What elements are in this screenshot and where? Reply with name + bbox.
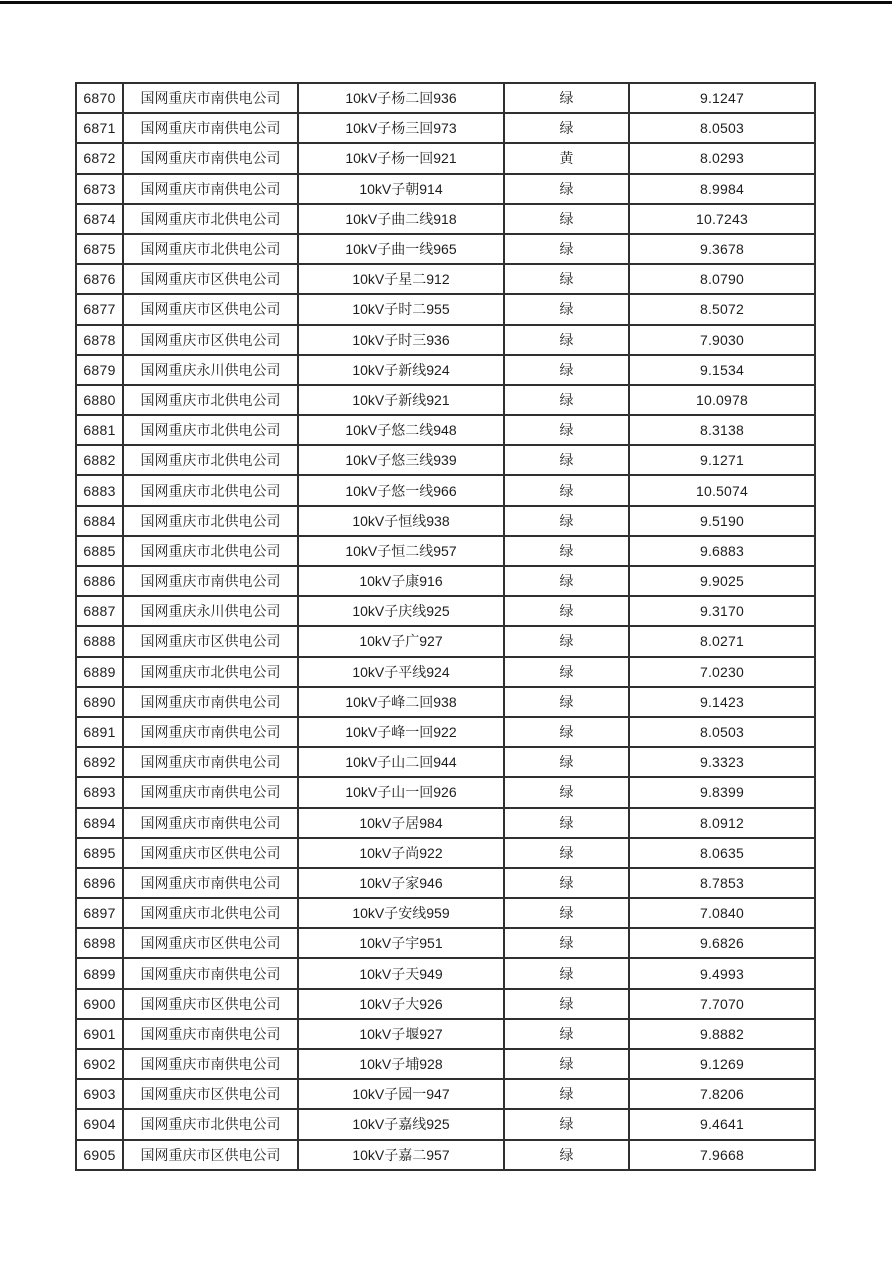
table-row xyxy=(76,898,815,928)
cell-status: 绿 xyxy=(504,596,629,626)
cell-value: 9.1534 xyxy=(629,355,815,385)
table-row xyxy=(76,868,815,898)
cell-company: 国网重庆市南供电公司 xyxy=(123,747,298,777)
cell-line-name: 10kV子山一回926 xyxy=(298,777,504,807)
cell-line-name: 10kV子峰一回922 xyxy=(298,717,504,747)
table-row xyxy=(76,1140,815,1170)
cell-serial: 6879 xyxy=(76,355,123,385)
cell-company: 国网重庆市北供电公司 xyxy=(123,1109,298,1139)
table-row xyxy=(76,1079,815,1109)
cell-line-name: 10kV子山二回944 xyxy=(298,747,504,777)
cell-serial: 6886 xyxy=(76,566,123,596)
cell-value: 9.3170 xyxy=(629,596,815,626)
cell-line-name: 10kV子嘉线925 xyxy=(298,1109,504,1139)
cell-company: 国网重庆市南供电公司 xyxy=(123,868,298,898)
table-row xyxy=(76,777,815,807)
cell-status: 绿 xyxy=(504,838,629,868)
cell-serial: 6882 xyxy=(76,445,123,475)
cell-status: 绿 xyxy=(504,958,629,988)
cell-value: 7.9030 xyxy=(629,325,815,355)
cell-line-name: 10kV子悠二线948 xyxy=(298,415,504,445)
table-row xyxy=(76,355,815,385)
cell-serial: 6896 xyxy=(76,868,123,898)
cell-company: 国网重庆市南供电公司 xyxy=(123,143,298,173)
cell-line-name: 10kV子居984 xyxy=(298,808,504,838)
cell-serial: 6903 xyxy=(76,1079,123,1109)
table-row xyxy=(76,687,815,717)
cell-line-name: 10kV子广927 xyxy=(298,626,504,656)
table-row xyxy=(76,958,815,988)
table-row xyxy=(76,747,815,777)
cell-status: 绿 xyxy=(504,868,629,898)
cell-status: 绿 xyxy=(504,989,629,1019)
cell-status: 绿 xyxy=(504,536,629,566)
cell-company: 国网重庆市北供电公司 xyxy=(123,234,298,264)
cell-company: 国网重庆市南供电公司 xyxy=(123,808,298,838)
cell-line-name: 10kV子恒二线957 xyxy=(298,536,504,566)
cell-value: 8.3138 xyxy=(629,415,815,445)
cell-value: 9.1423 xyxy=(629,687,815,717)
cell-status: 绿 xyxy=(504,506,629,536)
power-line-table xyxy=(75,82,816,1171)
cell-serial: 6901 xyxy=(76,1019,123,1049)
table-row xyxy=(76,1019,815,1049)
cell-company: 国网重庆市区供电公司 xyxy=(123,989,298,1019)
cell-value: 8.5072 xyxy=(629,294,815,324)
cell-line-name: 10kV子峰二回938 xyxy=(298,687,504,717)
cell-company: 国网重庆市北供电公司 xyxy=(123,506,298,536)
table-row xyxy=(76,808,815,838)
cell-serial: 6890 xyxy=(76,687,123,717)
cell-status: 绿 xyxy=(504,1079,629,1109)
cell-value: 7.0840 xyxy=(629,898,815,928)
table-row xyxy=(76,989,815,1019)
cell-serial: 6876 xyxy=(76,264,123,294)
cell-value: 10.5074 xyxy=(629,475,815,505)
cell-status: 绿 xyxy=(504,475,629,505)
cell-serial: 6888 xyxy=(76,626,123,656)
cell-value: 7.8206 xyxy=(629,1079,815,1109)
cell-value: 9.8399 xyxy=(629,777,815,807)
table-row xyxy=(76,385,815,415)
cell-company: 国网重庆市区供电公司 xyxy=(123,294,298,324)
cell-value: 8.9984 xyxy=(629,174,815,204)
cell-company: 国网重庆市北供电公司 xyxy=(123,475,298,505)
cell-serial: 6871 xyxy=(76,113,123,143)
cell-status: 绿 xyxy=(504,113,629,143)
cell-company: 国网重庆市区供电公司 xyxy=(123,1140,298,1170)
cell-company: 国网重庆市区供电公司 xyxy=(123,626,298,656)
table-row xyxy=(76,596,815,626)
cell-serial: 6891 xyxy=(76,717,123,747)
cell-company: 国网重庆市区供电公司 xyxy=(123,1079,298,1109)
cell-serial: 6885 xyxy=(76,536,123,566)
cell-value: 8.7853 xyxy=(629,868,815,898)
cell-company: 国网重庆永川供电公司 xyxy=(123,355,298,385)
table-row xyxy=(76,445,815,475)
table-row xyxy=(76,1109,815,1139)
cell-status: 黄 xyxy=(504,143,629,173)
cell-line-name: 10kV子天949 xyxy=(298,958,504,988)
cell-status: 绿 xyxy=(504,415,629,445)
table-row xyxy=(76,83,815,113)
cell-company: 国网重庆市南供电公司 xyxy=(123,687,298,717)
cell-line-name: 10kV子新线921 xyxy=(298,385,504,415)
cell-status: 绿 xyxy=(504,385,629,415)
cell-value: 8.0790 xyxy=(629,264,815,294)
cell-line-name: 10kV子大926 xyxy=(298,989,504,1019)
cell-value: 9.4993 xyxy=(629,958,815,988)
cell-status: 绿 xyxy=(504,294,629,324)
table-row xyxy=(76,174,815,204)
table-row xyxy=(76,838,815,868)
table-row xyxy=(76,294,815,324)
cell-status: 绿 xyxy=(504,626,629,656)
cell-serial: 6877 xyxy=(76,294,123,324)
cell-company: 国网重庆市南供电公司 xyxy=(123,113,298,143)
cell-company: 国网重庆市南供电公司 xyxy=(123,777,298,807)
cell-company: 国网重庆市区供电公司 xyxy=(123,838,298,868)
cell-company: 国网重庆市南供电公司 xyxy=(123,717,298,747)
cell-line-name: 10kV子埔928 xyxy=(298,1049,504,1079)
cell-line-name: 10kV子杨一回921 xyxy=(298,143,504,173)
table-row xyxy=(76,657,815,687)
cell-company: 国网重庆市南供电公司 xyxy=(123,174,298,204)
cell-status: 绿 xyxy=(504,234,629,264)
cell-line-name: 10kV子园一947 xyxy=(298,1079,504,1109)
cell-serial: 6887 xyxy=(76,596,123,626)
cell-company: 国网重庆市区供电公司 xyxy=(123,325,298,355)
cell-value: 9.6883 xyxy=(629,536,815,566)
table-row xyxy=(76,325,815,355)
cell-status: 绿 xyxy=(504,898,629,928)
cell-value: 9.1247 xyxy=(629,83,815,113)
cell-line-name: 10kV子时二955 xyxy=(298,294,504,324)
cell-status: 绿 xyxy=(504,717,629,747)
cell-status: 绿 xyxy=(504,83,629,113)
cell-serial: 6900 xyxy=(76,989,123,1019)
cell-status: 绿 xyxy=(504,657,629,687)
table-row xyxy=(76,415,815,445)
cell-company: 国网重庆市北供电公司 xyxy=(123,204,298,234)
cell-serial: 6899 xyxy=(76,958,123,988)
cell-company: 国网重庆市南供电公司 xyxy=(123,1019,298,1049)
cell-company: 国网重庆市北供电公司 xyxy=(123,657,298,687)
cell-value: 8.0503 xyxy=(629,717,815,747)
cell-value: 9.3323 xyxy=(629,747,815,777)
cell-value: 7.7070 xyxy=(629,989,815,1019)
cell-value: 9.4641 xyxy=(629,1109,815,1139)
cell-serial: 6875 xyxy=(76,234,123,264)
table-row xyxy=(76,1049,815,1079)
cell-line-name: 10kV子尚922 xyxy=(298,838,504,868)
cell-value: 9.1269 xyxy=(629,1049,815,1079)
cell-value: 10.7243 xyxy=(629,204,815,234)
cell-company: 国网重庆市区供电公司 xyxy=(123,928,298,958)
cell-value: 9.6826 xyxy=(629,928,815,958)
cell-status: 绿 xyxy=(504,1019,629,1049)
cell-serial: 6883 xyxy=(76,475,123,505)
cell-company: 国网重庆市南供电公司 xyxy=(123,958,298,988)
cell-company: 国网重庆市南供电公司 xyxy=(123,1049,298,1079)
cell-value: 9.9025 xyxy=(629,566,815,596)
cell-line-name: 10kV子杨二回936 xyxy=(298,83,504,113)
table-body xyxy=(76,83,815,1170)
cell-status: 绿 xyxy=(504,808,629,838)
cell-company: 国网重庆市南供电公司 xyxy=(123,83,298,113)
cell-status: 绿 xyxy=(504,204,629,234)
cell-company: 国网重庆市北供电公司 xyxy=(123,898,298,928)
table-row xyxy=(76,566,815,596)
cell-serial: 6874 xyxy=(76,204,123,234)
cell-value: 9.5190 xyxy=(629,506,815,536)
table-row xyxy=(76,143,815,173)
cell-line-name: 10kV子曲一线965 xyxy=(298,234,504,264)
cell-value: 9.3678 xyxy=(629,234,815,264)
table-row xyxy=(76,204,815,234)
table-row xyxy=(76,475,815,505)
cell-status: 绿 xyxy=(504,928,629,958)
cell-company: 国网重庆市北供电公司 xyxy=(123,415,298,445)
cell-status: 绿 xyxy=(504,355,629,385)
cell-line-name: 10kV子康916 xyxy=(298,566,504,596)
table-row xyxy=(76,626,815,656)
cell-company: 国网重庆市北供电公司 xyxy=(123,445,298,475)
cell-value: 8.0293 xyxy=(629,143,815,173)
cell-line-name: 10kV子平线924 xyxy=(298,657,504,687)
cell-serial: 6905 xyxy=(76,1140,123,1170)
cell-status: 绿 xyxy=(504,687,629,717)
cell-status: 绿 xyxy=(504,174,629,204)
cell-serial: 6898 xyxy=(76,928,123,958)
cell-status: 绿 xyxy=(504,777,629,807)
cell-company: 国网重庆市北供电公司 xyxy=(123,536,298,566)
cell-status: 绿 xyxy=(504,1049,629,1079)
cell-line-name: 10kV子时三936 xyxy=(298,325,504,355)
cell-status: 绿 xyxy=(504,1109,629,1139)
cell-value: 8.0271 xyxy=(629,626,815,656)
cell-serial: 6892 xyxy=(76,747,123,777)
cell-serial: 6873 xyxy=(76,174,123,204)
cell-status: 绿 xyxy=(504,325,629,355)
cell-value: 10.0978 xyxy=(629,385,815,415)
cell-line-name: 10kV子堰927 xyxy=(298,1019,504,1049)
cell-line-name: 10kV子杨三回973 xyxy=(298,113,504,143)
table-row xyxy=(76,506,815,536)
cell-line-name: 10kV子恒线938 xyxy=(298,506,504,536)
table-row xyxy=(76,928,815,958)
cell-line-name: 10kV子嘉二957 xyxy=(298,1140,504,1170)
table-row xyxy=(76,717,815,747)
cell-line-name: 10kV子宇951 xyxy=(298,928,504,958)
cell-company: 国网重庆市北供电公司 xyxy=(123,385,298,415)
cell-line-name: 10kV子庆线925 xyxy=(298,596,504,626)
cell-serial: 6889 xyxy=(76,657,123,687)
cell-line-name: 10kV子家946 xyxy=(298,868,504,898)
cell-value: 7.0230 xyxy=(629,657,815,687)
cell-serial: 6893 xyxy=(76,777,123,807)
cell-value: 8.0503 xyxy=(629,113,815,143)
cell-serial: 6872 xyxy=(76,143,123,173)
cell-serial: 6894 xyxy=(76,808,123,838)
table-row xyxy=(76,536,815,566)
cell-serial: 6878 xyxy=(76,325,123,355)
cell-line-name: 10kV子安线959 xyxy=(298,898,504,928)
cell-status: 绿 xyxy=(504,747,629,777)
cell-value: 9.8882 xyxy=(629,1019,815,1049)
cell-value: 8.0635 xyxy=(629,838,815,868)
cell-serial: 6897 xyxy=(76,898,123,928)
table-row xyxy=(76,234,815,264)
cell-value: 7.9668 xyxy=(629,1140,815,1170)
cell-line-name: 10kV子朝914 xyxy=(298,174,504,204)
cell-line-name: 10kV子星二912 xyxy=(298,264,504,294)
cell-serial: 6880 xyxy=(76,385,123,415)
cell-value: 8.0912 xyxy=(629,808,815,838)
cell-status: 绿 xyxy=(504,566,629,596)
cell-status: 绿 xyxy=(504,264,629,294)
page-top-border xyxy=(0,1,892,4)
cell-value: 9.1271 xyxy=(629,445,815,475)
cell-company: 国网重庆永川供电公司 xyxy=(123,596,298,626)
cell-serial: 6904 xyxy=(76,1109,123,1139)
cell-line-name: 10kV子悠三线939 xyxy=(298,445,504,475)
cell-status: 绿 xyxy=(504,445,629,475)
cell-company: 国网重庆市区供电公司 xyxy=(123,264,298,294)
cell-line-name: 10kV子新线924 xyxy=(298,355,504,385)
cell-serial: 6881 xyxy=(76,415,123,445)
table-row xyxy=(76,113,815,143)
cell-line-name: 10kV子曲二线918 xyxy=(298,204,504,234)
cell-serial: 6902 xyxy=(76,1049,123,1079)
cell-serial: 6895 xyxy=(76,838,123,868)
cell-company: 国网重庆市南供电公司 xyxy=(123,566,298,596)
cell-status: 绿 xyxy=(504,1140,629,1170)
cell-line-name: 10kV子悠一线966 xyxy=(298,475,504,505)
cell-serial: 6884 xyxy=(76,506,123,536)
table-row xyxy=(76,264,815,294)
cell-serial: 6870 xyxy=(76,83,123,113)
